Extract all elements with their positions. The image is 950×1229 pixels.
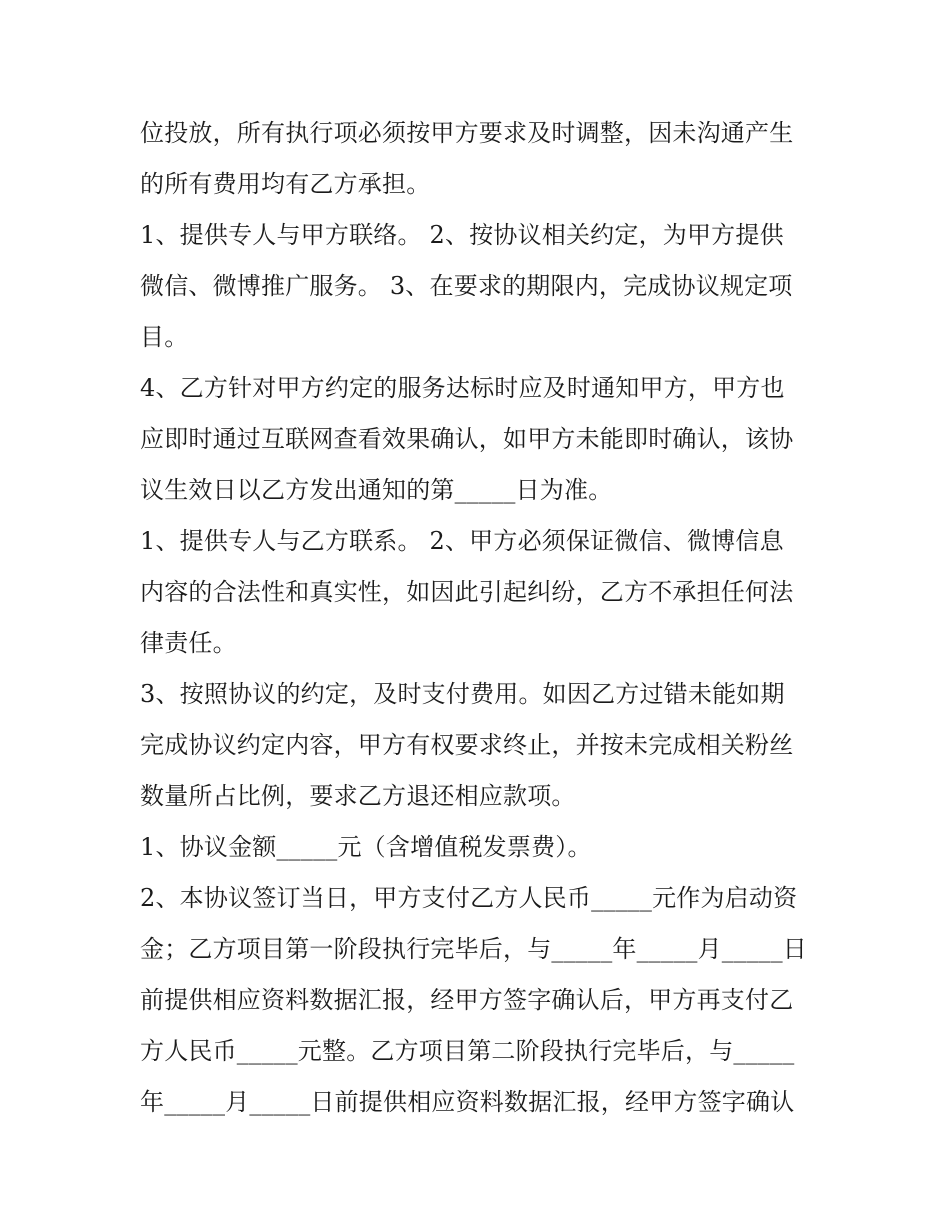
text-line: 微信、微博推广服务。 3、在要求的期限内，完成协议规定项: [140, 272, 793, 300]
text-line: 方人民币_____元整。乙方项目第二阶段执行完毕后，与_____: [140, 1037, 795, 1065]
text-line: 位投放，所有执行项必须按甲方要求及时调整，因未沟通产生: [140, 119, 794, 147]
text-line: 数量所占比例，要求乙方退还相应款项。: [140, 782, 576, 810]
document-body: [140, 108, 820, 1128]
text-line: 金；乙方项目第一阶段执行完毕后，与_____年_____月_____日: [140, 935, 807, 963]
text-line: 年_____月_____日前提供相应资料数据汇报，经甲方签字确认: [140, 1088, 795, 1116]
text-line: 议生效日以乙方发出通知的第_____日为准。: [140, 476, 613, 504]
text-line: 目。: [140, 323, 189, 351]
text-line: 1、提供专人与甲方联络。 2、按协议相关约定，为甲方提供: [140, 221, 784, 249]
text-line: 律责任。: [140, 629, 237, 657]
text-line: 内容的合法性和真实性，如因此引起纠纷，乙方不承担任何法: [140, 578, 794, 606]
text-line: 1、协议金额_____元（含增值税发票费）。: [140, 833, 592, 861]
text-line: 4、乙方针对甲方约定的服务达标时应及时通知甲方，甲方也: [140, 374, 785, 402]
text-line: 前提供相应资料数据汇报，经甲方签字确认后，甲方再支付乙: [140, 986, 794, 1014]
text-line: 应即时通过互联网查看效果确认，如甲方未能即时确认，该协: [140, 425, 794, 453]
text-line: 1、提供专人与乙方联系。 2、甲方必须保证微信、微博信息: [140, 527, 784, 555]
text-line: 2、本协议签订当日，甲方支付乙方人民币_____元作为启动资: [140, 884, 798, 912]
text-line: 的所有费用均有乙方承担。: [140, 170, 431, 198]
text-line: 完成协议约定内容，甲方有权要求终止，并按未完成相关粉丝: [140, 731, 794, 759]
text-line: 3、按照协议的约定，及时支付费用。如因乙方过错未能如期: [140, 680, 785, 708]
